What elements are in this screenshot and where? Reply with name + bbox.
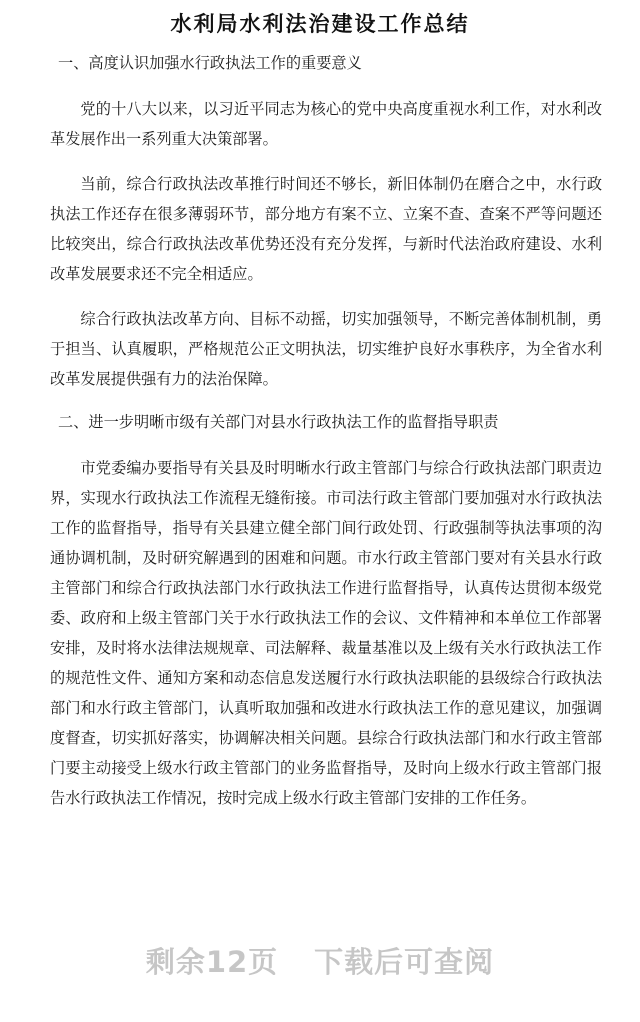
- document-body: [50, 50, 602, 828]
- remaining-pages-label: 剩余12页: [145, 945, 279, 979]
- section-1-paragraph-2: 当前，综合行政执法改革推行时间还不够长，新旧体制仍在磨合之中，水行政执法工作还存在很多薄弱环节，部分地方有案不立、立案不查、查案不严等问题还比较突出，综合行政执法改革优势还没有充分发挥，与新时代法治政府建设、水利改革发展要求还不完全相适应。: [50, 175, 602, 283]
- section-1-paragraph-1: 党的十八大以来，以习近平同志为核心的党中央高度重视水利工作，对水利改革发展作出一系列重大决策部署。: [50, 100, 602, 148]
- section-1-heading: 一、高度认识加强水行政执法工作的重要意义: [58, 54, 362, 72]
- section-2-heading: 二、进一步明晰市级有关部门对县水行政执法工作的监督指导职责: [58, 413, 499, 431]
- document-title: 水利局水利法治建设工作总结: [170, 12, 470, 36]
- download-prompt-label: 下载后可查阅: [314, 945, 495, 979]
- section-2-paragraph-1: 市党委编办要指导有关县及时明晰水行政主管部门与综合行政执法部门职责边界，实现水行政执法工作流程无缝衔接。市司法行政主管部门要加强对水行政执法工作的监督指导，指导有关县建立健全部门间行政处罚、行政强制等执法事项的沟通协调机制，及时研究解遇到的困难和问题。市水行政主管部门要对有关县水行政主管部门和综合行政执法部门水行政执法工作进行监督指导，认真传达贯彻本级党委、政府和上级主管部门关于水行政执法工作的会议、文件精神和本单位工作部署安排，及时将水法律法规规章、司法解释、裁量基准以及上级有关水行政执法工作的规范性文件、通知方案和动态信息发送履行水行政执法职能的县级综合行政执法部门和水行政主管部门，认真听取加强和改进水行政执法工作的意见建议，加强调度督查，切实抓好落实，协调解决相关问题。县综合行政执法部门和水行政主管部门要主动接受上级水行政主管部门的业务监督指导，及时向上级水行政主管部门报告水行政执法工作情况，按时完成上级水行政主管部门安排的工作任务。: [50, 459, 602, 807]
- download-banner[interactable]: [0, 940, 640, 981]
- section-1-paragraph-3: 综合行政执法改革方向、目标不动摇，切实加强领导，不断完善体制机制，勇于担当、认真履职，严格规范公正文明执法，切实维护良好水事秩序，为全省水利改革发展提供强有力的法治保障。: [50, 310, 602, 388]
